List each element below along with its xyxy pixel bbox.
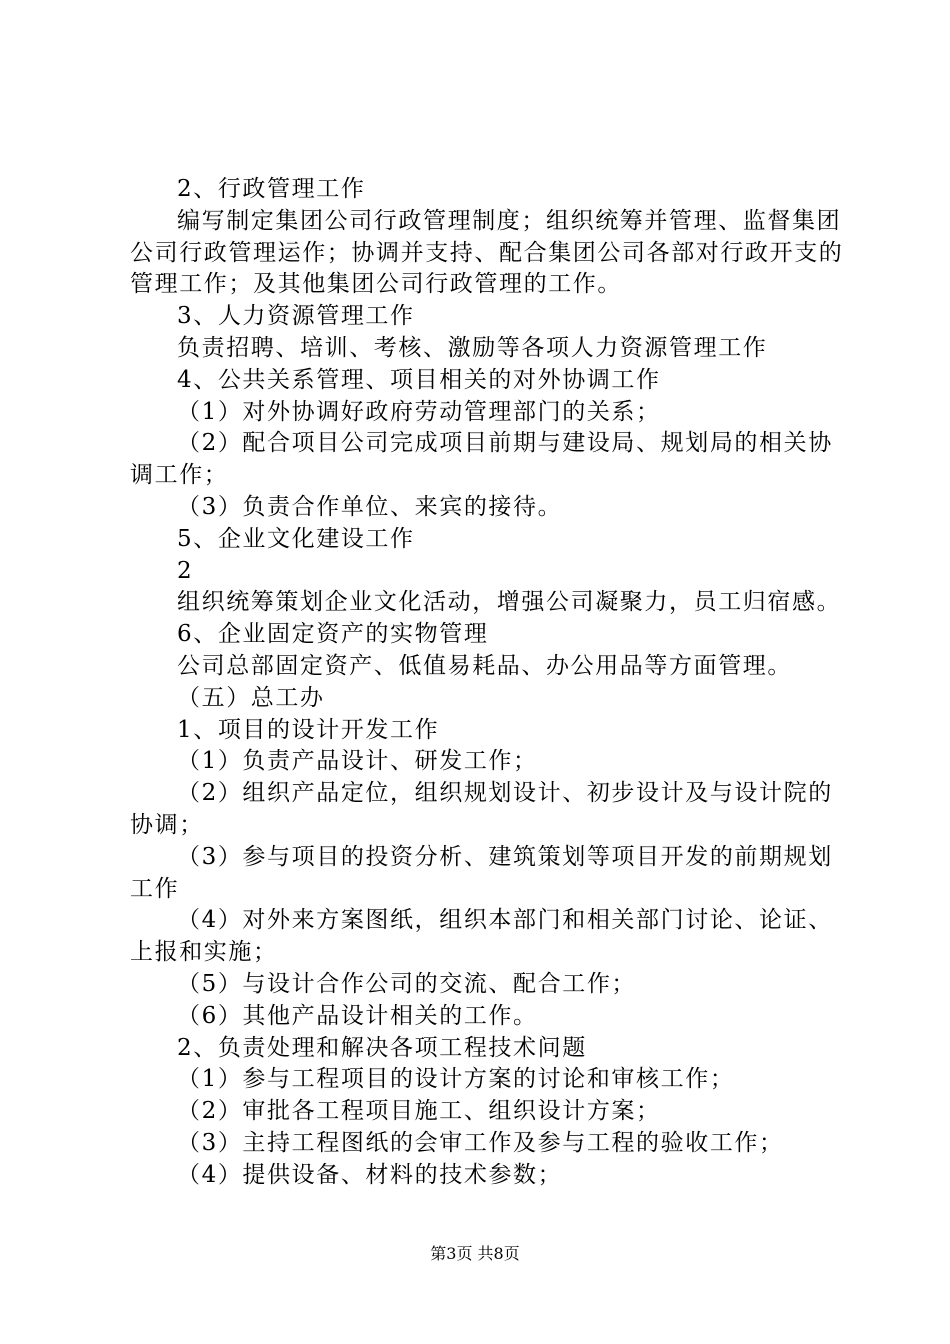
list-item: （4）对外来方案图纸，组织本部门和相关部门讨论、论证、上报和实施； bbox=[130, 907, 833, 966]
section-heading-chief-engineer: （五）总工办 bbox=[177, 684, 325, 711]
list-item: （2）审批各工程项目施工、组织设计方案； bbox=[177, 1098, 661, 1125]
list-item: （3）负责合作单位、来宾的接待。 bbox=[177, 493, 563, 520]
paragraph-admin: 编写制定集团公司行政管理制度；组织统筹并管理、监督集团公司行政管理运作；协调并支持、配合集团公司各部对行政开支的管理工作；及其他集团公司行政管理的工作。 bbox=[130, 207, 844, 298]
paragraph-culture: 组织统筹策划企业文化活动，增强公司凝聚力，员工归宿感。 bbox=[177, 589, 842, 616]
list-item: （1）对外协调好政府劳动管理部门的关系； bbox=[177, 398, 661, 425]
list-item: （4）提供设备、材料的技术参数； bbox=[177, 1161, 563, 1188]
page-footer bbox=[0, 1244, 950, 1264]
section-heading-culture: 5、企业文化建设工作 bbox=[177, 525, 415, 552]
list-item: （1）负责产品设计、研发工作； bbox=[177, 748, 538, 775]
section-heading-design: 1、项目的设计开发工作 bbox=[177, 716, 440, 743]
list-item: （6）其他产品设计相关的工作。 bbox=[177, 1002, 538, 1029]
document-body bbox=[130, 174, 845, 1192]
section-heading-engineering: 2、负责处理和解决各项工程技术问题 bbox=[177, 1034, 587, 1061]
paragraph-assets: 公司总部固定资产、低值易耗品、办公用品等方面管理。 bbox=[177, 652, 792, 679]
section-heading-admin: 2、行政管理工作 bbox=[177, 176, 366, 202]
paragraph-hr: 负责招聘、培训、考核、激励等各项人力资源管理工作 bbox=[177, 334, 768, 361]
section-heading-assets: 6、企业固定资产的实物管理 bbox=[177, 621, 489, 648]
list-item: （3）主持工程图纸的会审工作及参与工程的验收工作； bbox=[177, 1129, 784, 1156]
list-item: （3）参与项目的投资分析、建筑策划等项目开发的前期规划工作 bbox=[130, 843, 833, 902]
list-item: （2）组织产品定位，组织规划设计、初步设计及与设计院的协调； bbox=[130, 780, 833, 838]
list-item: （5）与设计合作公司的交流、配合工作； bbox=[177, 970, 637, 997]
list-item: （1）参与工程项目的设计方案的讨论和审核工作； bbox=[177, 1066, 735, 1093]
section-heading-pr: 4、公共关系管理、项目相关的对外协调工作 bbox=[177, 366, 661, 393]
stray-number: 2 bbox=[177, 557, 194, 584]
list-item: （2）配合项目公司完成项目前期与建设局、规划局的相关协调工作； bbox=[130, 430, 833, 489]
section-heading-hr: 3、人力资源管理工作 bbox=[177, 303, 415, 330]
page-number: 第3页 共8页 bbox=[430, 1244, 520, 1263]
